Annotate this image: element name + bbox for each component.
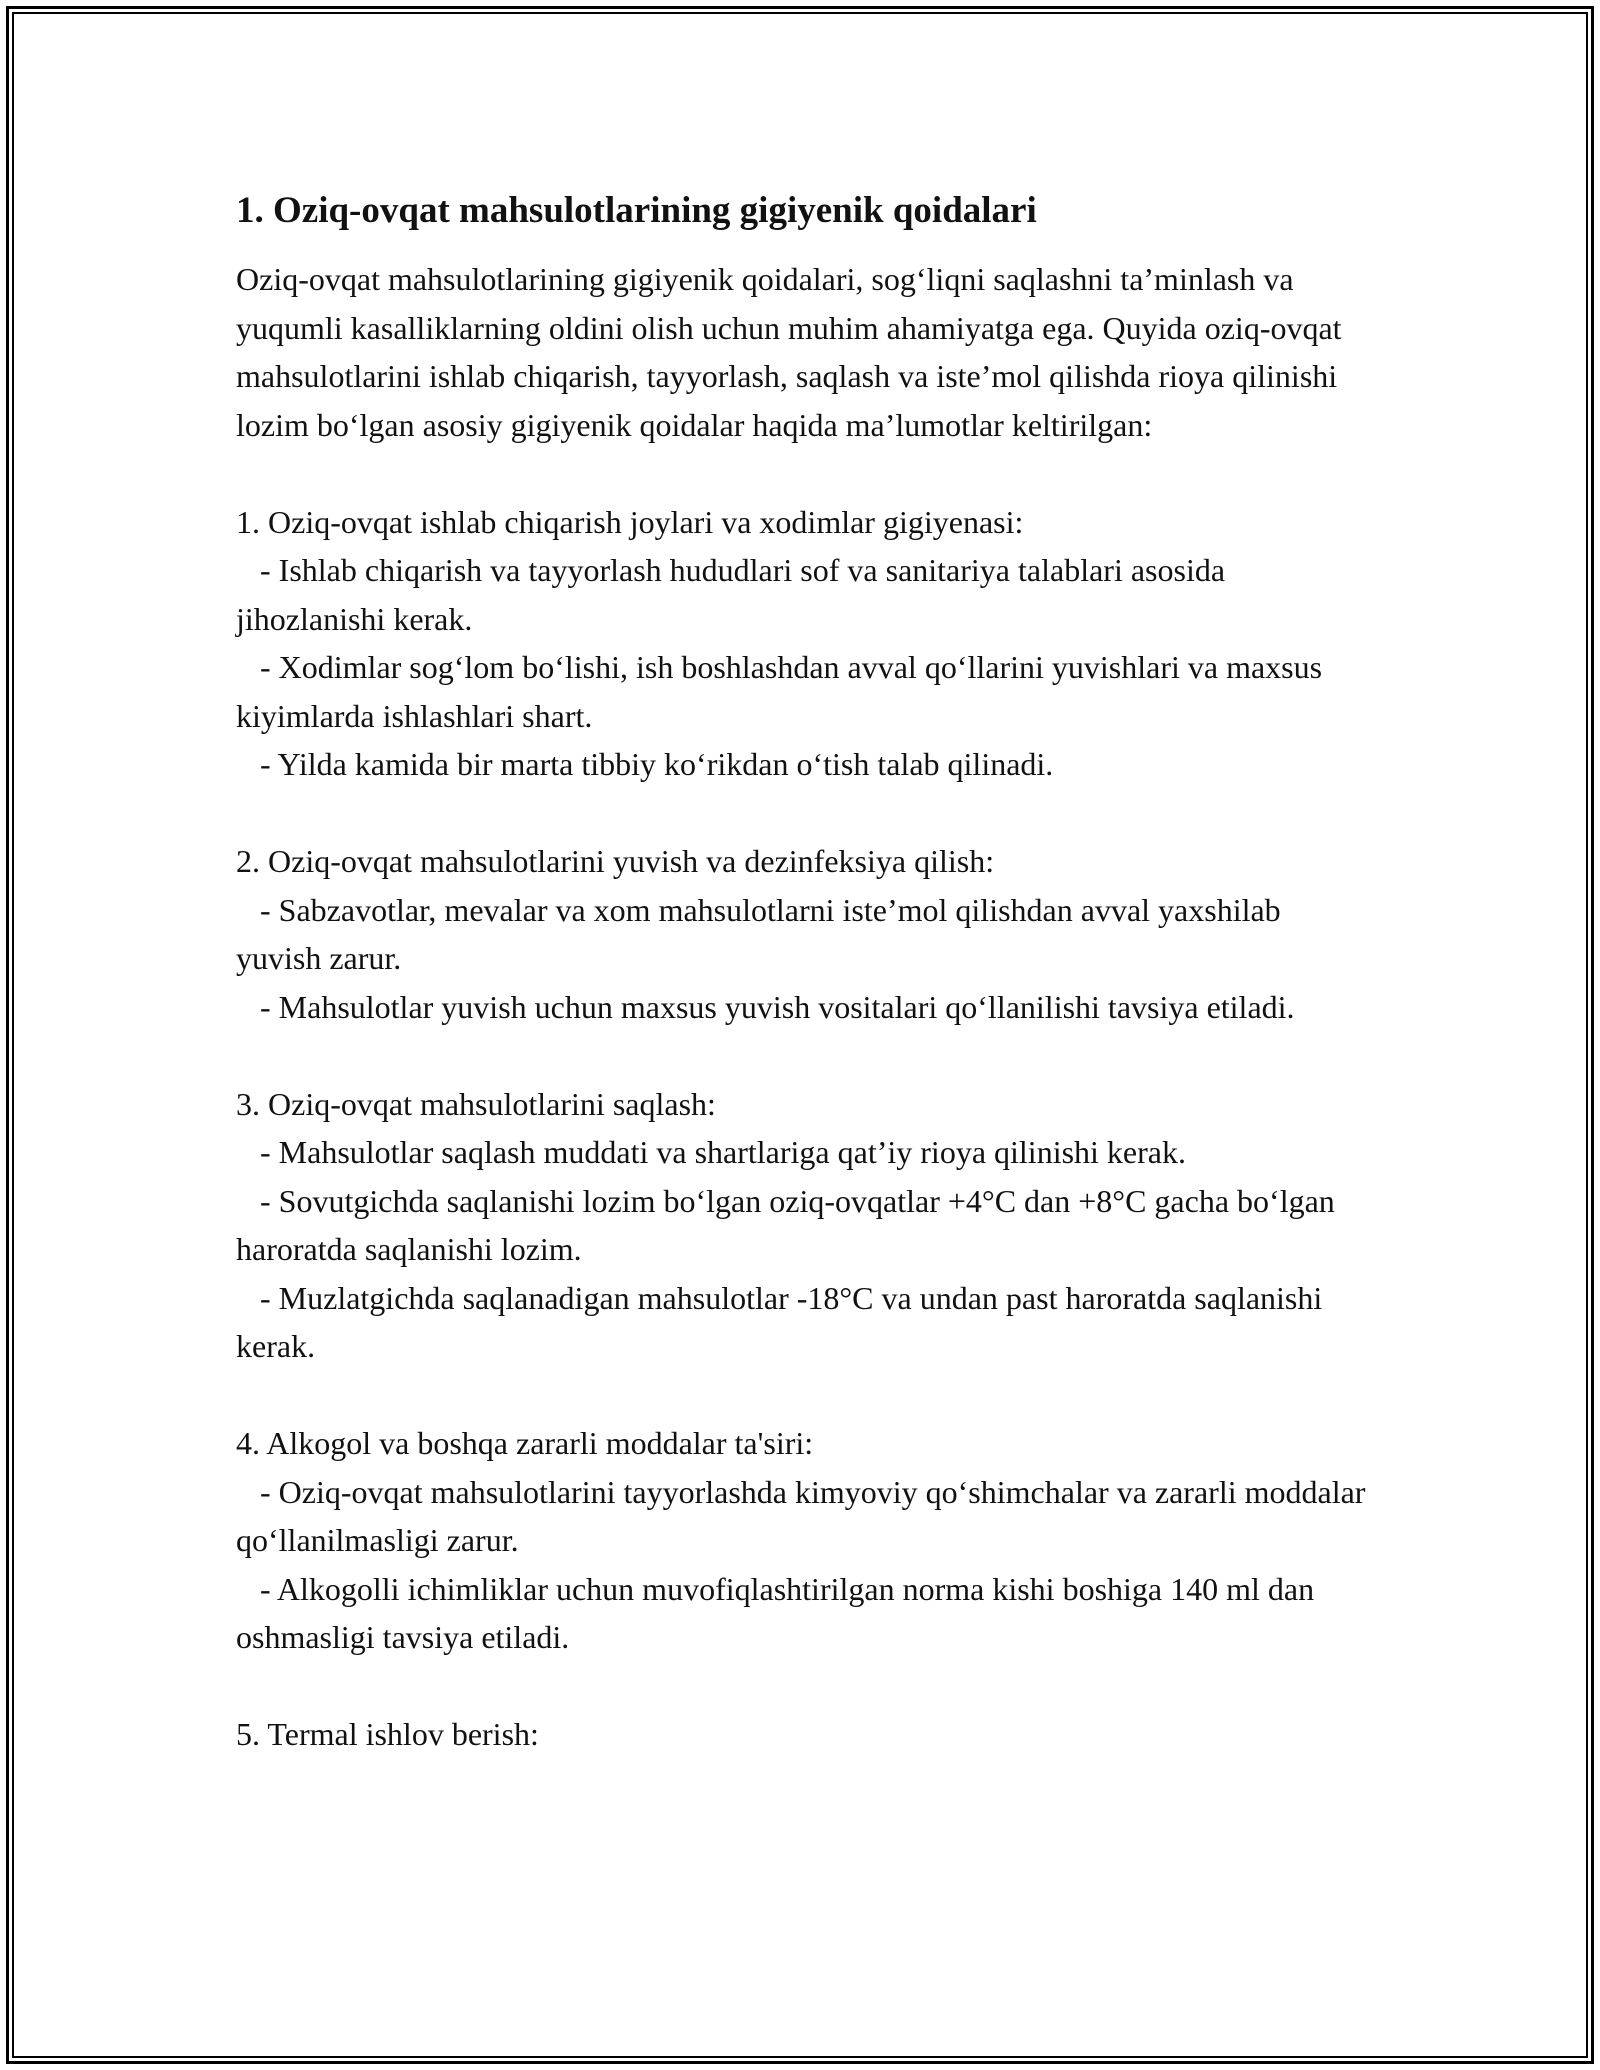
- section-title: 2. Oziq-ovqat mahsulotlarini yuvish va dezinfeksiya qilish:: [236, 843, 995, 879]
- list-item: - Mahsulotlar yuvish uchun maxsus yuvish vositalari qo‘llanilishi tavsiya etiladi.: [236, 988, 1295, 1025]
- list-item: - Mahsulotlar saqlash muddati va shartlariga qat’iy rioya qilinishi kerak.: [236, 1134, 1186, 1170]
- list-item: - Oziq-ovqat mahsulotlarini tayyorlashda kimyoviy qo‘shimchalar va zararli moddalar qo‘llanilmasligi zarur.: [236, 1473, 1374, 1558]
- section-thermal-processing: [236, 1710, 1366, 1759]
- list-item: - Sabzavotlar, mevalar va xom mahsulotlarni iste’mol qilishdan avval yaxshilab yuvish zarur.: [236, 891, 1289, 976]
- list-item: - Xodimlar sog‘lom bo‘lishi, ish boshlashdan avval qo‘llarini yuvishlari va maxsus kiyimlarda ishlashlari shart.: [236, 649, 1331, 734]
- section-harmful-substances: [236, 1419, 1374, 1662]
- list-item: - Alkogolli ichimliklar uchun muvofiqlashtirilgan norma kishi boshiga 140 ml dan oshmasligi tavsiya etiladi.: [236, 1570, 1323, 1655]
- section-title: 5. Termal ishlov berish:: [236, 1716, 539, 1752]
- list-item: - Yilda kamida bir marta tibbiy ko‘rikdan o‘tish talab qilinadi.: [236, 746, 1054, 782]
- list-item: - Ishlab chiqarish va tayyorlash hududlari sof va sanitariya talablari asosida jihozlanishi kerak.: [236, 552, 1234, 637]
- section-title: 3. Oziq-ovqat mahsulotlarini saqlash:: [236, 1085, 716, 1122]
- section-washing: [236, 837, 1366, 1031]
- list-item: - Sovutgichda saqlanishi lozim bo‘lgan oziq-ovqatlar +4°C dan +8°C gacha bo‘lgan haroratda saqlanishi lozim.: [236, 1182, 1343, 1267]
- section-title: 1. Oziq-ovqat ishlab chiqarish joylari va xodimlar gigiyenasi:: [236, 503, 1024, 540]
- section-hygiene-staff: [236, 498, 1366, 789]
- document-body: [236, 186, 1374, 1759]
- section-title: 4. Alkogol va boshqa zararli moddalar ta'siri:: [236, 1425, 814, 1461]
- intro-paragraph: Oziq-ovqat mahsulotlarining gigiyenik qoidalari, sog‘liqni saqlashni ta’minlash va yuqumli kasalliklarning oldini olish uchun muhim ahamiyatga ega. Quyida oziq-ovqat mahsulotlarini ishlab chiqarish, tayyorlash, saqlash va iste’mol qilishda rioya qilinishi lozim bo‘lgan asosiy gigiyenik qoidalar haqida ma’lumotlar keltirilgan:: [236, 261, 1342, 443]
- list-item: - Muzlatgichda saqlanadigan mahsulotlar -18°C va undan past haroratda saqlanishi kerak.: [236, 1279, 1331, 1364]
- document-heading: 1. Oziq-ovqat mahsulotlarining gigiyenik qoidalari: [236, 190, 1037, 231]
- section-storage: [236, 1080, 1366, 1371]
